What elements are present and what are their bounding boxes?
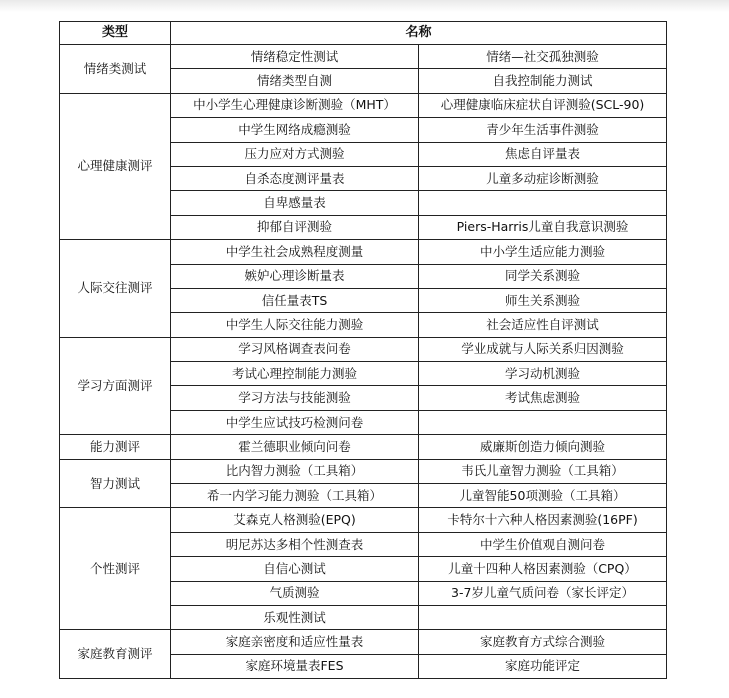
test-name-cell: 家庭功能评定 bbox=[419, 654, 667, 678]
table-row bbox=[60, 45, 667, 69]
test-name-cell: 中学生人际交往能力测验 bbox=[171, 313, 419, 337]
test-name-cell: Piers-Harris儿童自我意识测验 bbox=[419, 215, 667, 239]
test-name-cell bbox=[419, 605, 667, 629]
test-name-cell: 威廉斯创造力倾向测验 bbox=[419, 435, 667, 459]
test-name-cell: 中小学生心理健康诊断测验（MHT） bbox=[171, 93, 419, 117]
test-name-cell: 考试焦虑测验 bbox=[419, 386, 667, 410]
test-name-cell: 家庭环境量表FES bbox=[171, 654, 419, 678]
category-cell: 学习方面测评 bbox=[60, 337, 171, 435]
test-name-cell bbox=[419, 410, 667, 434]
test-name-cell: 嫉妒心理诊断量表 bbox=[171, 264, 419, 288]
table-row bbox=[60, 93, 667, 117]
test-name-cell: 情绪—社交孤独测验 bbox=[419, 45, 667, 69]
category-cell: 个性测评 bbox=[60, 508, 171, 630]
test-name-cell: 中学生价值观自测问卷 bbox=[419, 532, 667, 556]
test-name-cell: 情绪类型自测 bbox=[171, 69, 419, 93]
category-cell: 情绪类测试 bbox=[60, 45, 171, 94]
test-name-cell: 学业成就与人际关系归因测验 bbox=[419, 337, 667, 361]
test-name-cell: 学习方法与技能测验 bbox=[171, 386, 419, 410]
test-name-cell: 中学生应试技巧检测问卷 bbox=[171, 410, 419, 434]
test-name-cell: 同学关系测验 bbox=[419, 264, 667, 288]
test-name-cell: 信任量表TS bbox=[171, 288, 419, 312]
test-name-cell: 中学生社会成熟程度测量 bbox=[171, 240, 419, 264]
category-cell: 家庭教育测评 bbox=[60, 630, 171, 679]
test-name-cell: 3-7岁儿童气质问卷（家长评定） bbox=[419, 581, 667, 605]
category-cell: 智力测试 bbox=[60, 459, 171, 508]
test-name-cell: 明尼苏达多相个性测查表 bbox=[171, 532, 419, 556]
test-name-cell: 儿童十四种人格因素测验（CPQ） bbox=[419, 557, 667, 581]
test-name-cell: 自我控制能力测试 bbox=[419, 69, 667, 93]
test-name-cell: 希一内学习能力测验（工具箱） bbox=[171, 484, 419, 508]
test-name-cell: 比内智力测验（工具箱） bbox=[171, 459, 419, 483]
category-cell: 能力测评 bbox=[60, 435, 171, 459]
test-name-cell bbox=[419, 191, 667, 215]
test-name-cell: 中小学生适应能力测验 bbox=[419, 240, 667, 264]
test-name-cell: 儿童智能50项测验（工具箱） bbox=[419, 484, 667, 508]
test-name-cell: 考试心理控制能力测验 bbox=[171, 362, 419, 386]
test-name-cell: 韦氏儿童智力测验（工具箱） bbox=[419, 459, 667, 483]
test-name-cell: 儿童多动症诊断测验 bbox=[419, 166, 667, 190]
header-type: 类型 bbox=[60, 22, 171, 45]
category-cell: 人际交往测评 bbox=[60, 240, 171, 338]
test-name-cell: 抑郁自评测验 bbox=[171, 215, 419, 239]
psych-test-table bbox=[59, 21, 667, 679]
test-name-cell: 家庭教育方式综合测验 bbox=[419, 630, 667, 654]
table-row bbox=[60, 435, 667, 459]
test-name-cell: 情绪稳定性测试 bbox=[171, 45, 419, 69]
table-header-row bbox=[60, 22, 667, 45]
test-name-cell: 家庭亲密度和适应性量表 bbox=[171, 630, 419, 654]
test-name-cell: 学习动机测验 bbox=[419, 362, 667, 386]
table-row bbox=[60, 508, 667, 532]
test-name-cell: 自杀态度测评量表 bbox=[171, 166, 419, 190]
test-name-cell: 艾森克人格测验(EPQ) bbox=[171, 508, 419, 532]
test-name-cell: 师生关系测验 bbox=[419, 288, 667, 312]
table-row bbox=[60, 459, 667, 483]
test-name-cell: 社会适应性自评测试 bbox=[419, 313, 667, 337]
test-name-cell: 自卑感量表 bbox=[171, 191, 419, 215]
category-cell: 心理健康测评 bbox=[60, 93, 171, 239]
test-name-cell: 自信心测试 bbox=[171, 557, 419, 581]
test-name-cell: 卡特尔十六种人格因素测验(16PF) bbox=[419, 508, 667, 532]
header-name: 名称 bbox=[171, 22, 667, 45]
test-name-cell: 焦虑自评量表 bbox=[419, 142, 667, 166]
test-name-cell: 压力应对方式测验 bbox=[171, 142, 419, 166]
test-name-cell: 气质测验 bbox=[171, 581, 419, 605]
test-name-cell: 心理健康临床症状自评测验(SCL-90) bbox=[419, 93, 667, 117]
test-name-cell: 霍兰德职业倾向问卷 bbox=[171, 435, 419, 459]
window-top-edge bbox=[0, 0, 729, 12]
table-row bbox=[60, 337, 667, 361]
test-name-cell: 青少年生活事件测验 bbox=[419, 118, 667, 142]
test-name-cell: 乐观性测试 bbox=[171, 605, 419, 629]
table-row bbox=[60, 630, 667, 654]
test-name-cell: 学习风格调查表问卷 bbox=[171, 337, 419, 361]
table-row bbox=[60, 240, 667, 264]
test-name-cell: 中学生网络成瘾测验 bbox=[171, 118, 419, 142]
